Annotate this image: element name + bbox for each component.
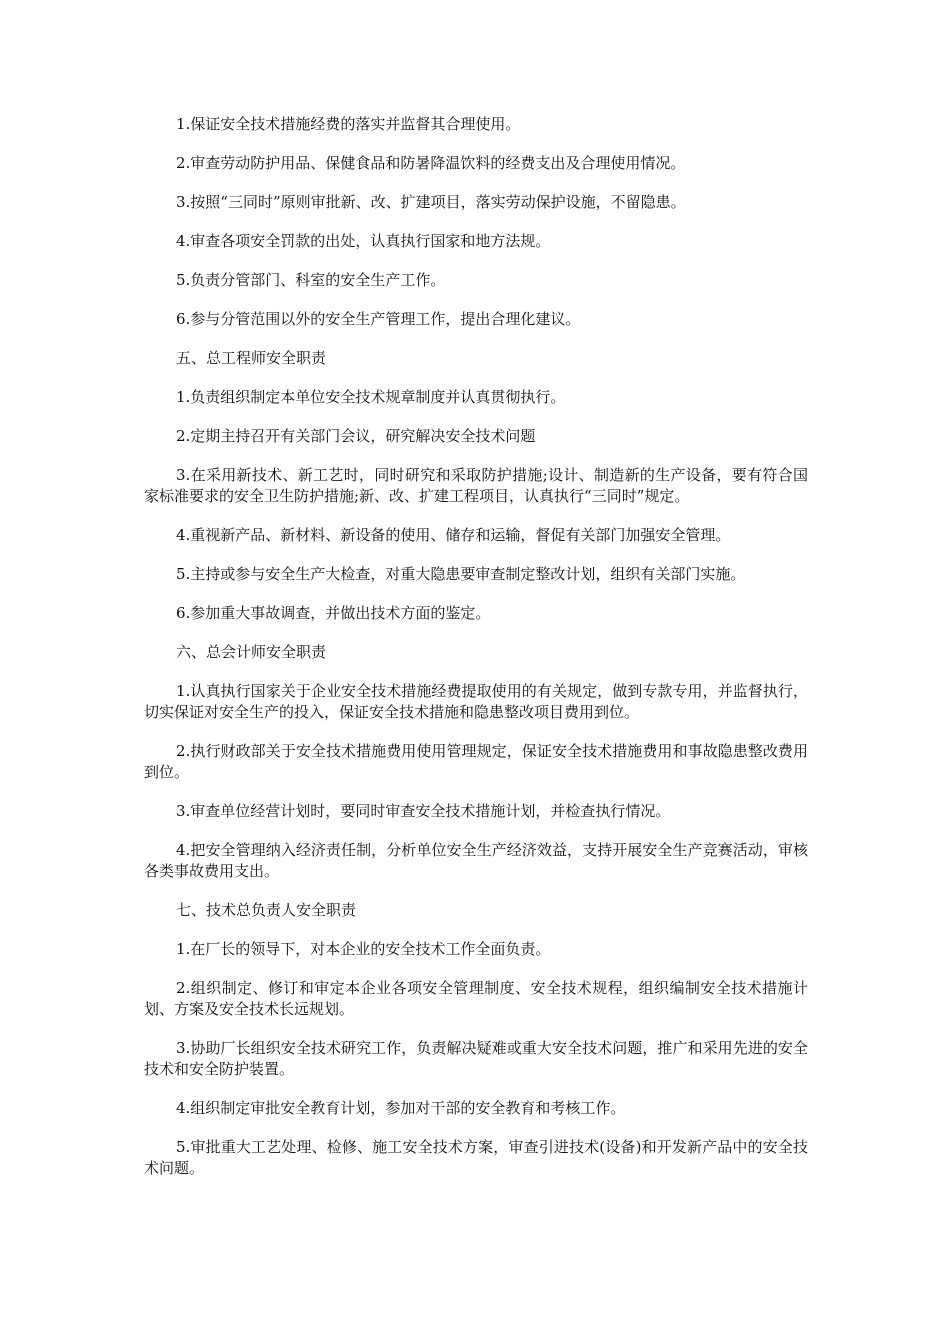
list-item: 4.审查各项安全罚款的出处，认真执行国家和地方法规。 — [176, 232, 551, 250]
list-item: 1.认真执行国家关于企业安全技术措施经费提取使用的有关规定，做到专款专用，并监督执行，切实保证对安全生产的投入，保证安全技术措施和隐患整改项目费用到位。 — [144, 682, 808, 721]
section-heading: 六、总会计师安全职责 — [176, 643, 327, 661]
document-page — [144, 114, 808, 1197]
list-item: 6.参加重大事故调查，并做出技术方面的鉴定。 — [176, 604, 491, 622]
list-item: 2.审查劳动防护用品、保健食品和防暑降温饮料的经费支出及合理使用情况。 — [176, 154, 686, 172]
list-item: 2.组织制定、修订和审定本企业各项安全管理制度、安全技术规程，组织编制安全技术措施计划、方案及安全技术长远规划。 — [144, 979, 808, 1018]
section-heading: 七、技术总负责人安全职责 — [176, 901, 357, 919]
list-item: 2.执行财政部关于安全技术措施费用使用管理规定，保证安全技术措施费用和事故隐患整改费用到位。 — [144, 742, 808, 781]
list-item: 3.审查单位经营计划时，要同时审查安全技术措施计划，并检查执行情况。 — [176, 802, 671, 820]
list-item: 5.审批重大工艺处理、检修、施工安全技术方案，审查引进技术(设备)和开发新产品中的安全技术问题。 — [144, 1138, 808, 1177]
list-item: 4.组织制定审批安全教育计划，参加对干部的安全教育和考核工作。 — [176, 1099, 626, 1117]
list-item: 1.在厂长的领导下，对本企业的安全技术工作全面负责。 — [176, 940, 551, 958]
list-item: 4.重视新产品、新材料、新设备的使用、储存和运输，督促有关部门加强安全管理。 — [176, 526, 731, 544]
list-item: 3.协助厂长组织安全技术研究工作，负责解决疑难或重大安全技术问题，推广和采用先进的安全技术和安全防护装置。 — [144, 1039, 808, 1078]
section-heading: 五、总工程师安全职责 — [176, 349, 327, 367]
list-item: 3.在采用新技术、新工艺时，同时研究和采取防护措施;设计、制造新的生产设备，要有符合国家标准要求的安全卫生防护措施;新、改、扩建工程项目，认真执行“三同时”规定。 — [144, 466, 808, 505]
list-item: 5.主持或参与安全生产大检查，对重大隐患要审查制定整改计划，组织有关部门实施。 — [176, 565, 746, 583]
list-item: 2.定期主持召开有关部门会议，研究解决安全技术问题 — [176, 427, 536, 445]
list-item: 3.按照“三同时”原则审批新、改、扩建项目，落实劳动保护设施，不留隐患。 — [176, 193, 686, 211]
list-item: 1.负责组织制定本单位安全技术规章制度并认真贯彻执行。 — [176, 388, 566, 406]
list-item: 6.参与分管范围以外的安全生产管理工作，提出合理化建议。 — [176, 310, 581, 328]
list-item: 5.负责分管部门、科室的安全生产工作。 — [176, 271, 446, 289]
list-item: 4.把安全管理纳入经济责任制，分析单位安全生产经济效益，支持开展安全生产竞赛活动，审核各类事故费用支出。 — [144, 841, 808, 880]
list-item: 1.保证安全技术措施经费的落实并监督其合理使用。 — [176, 115, 521, 133]
